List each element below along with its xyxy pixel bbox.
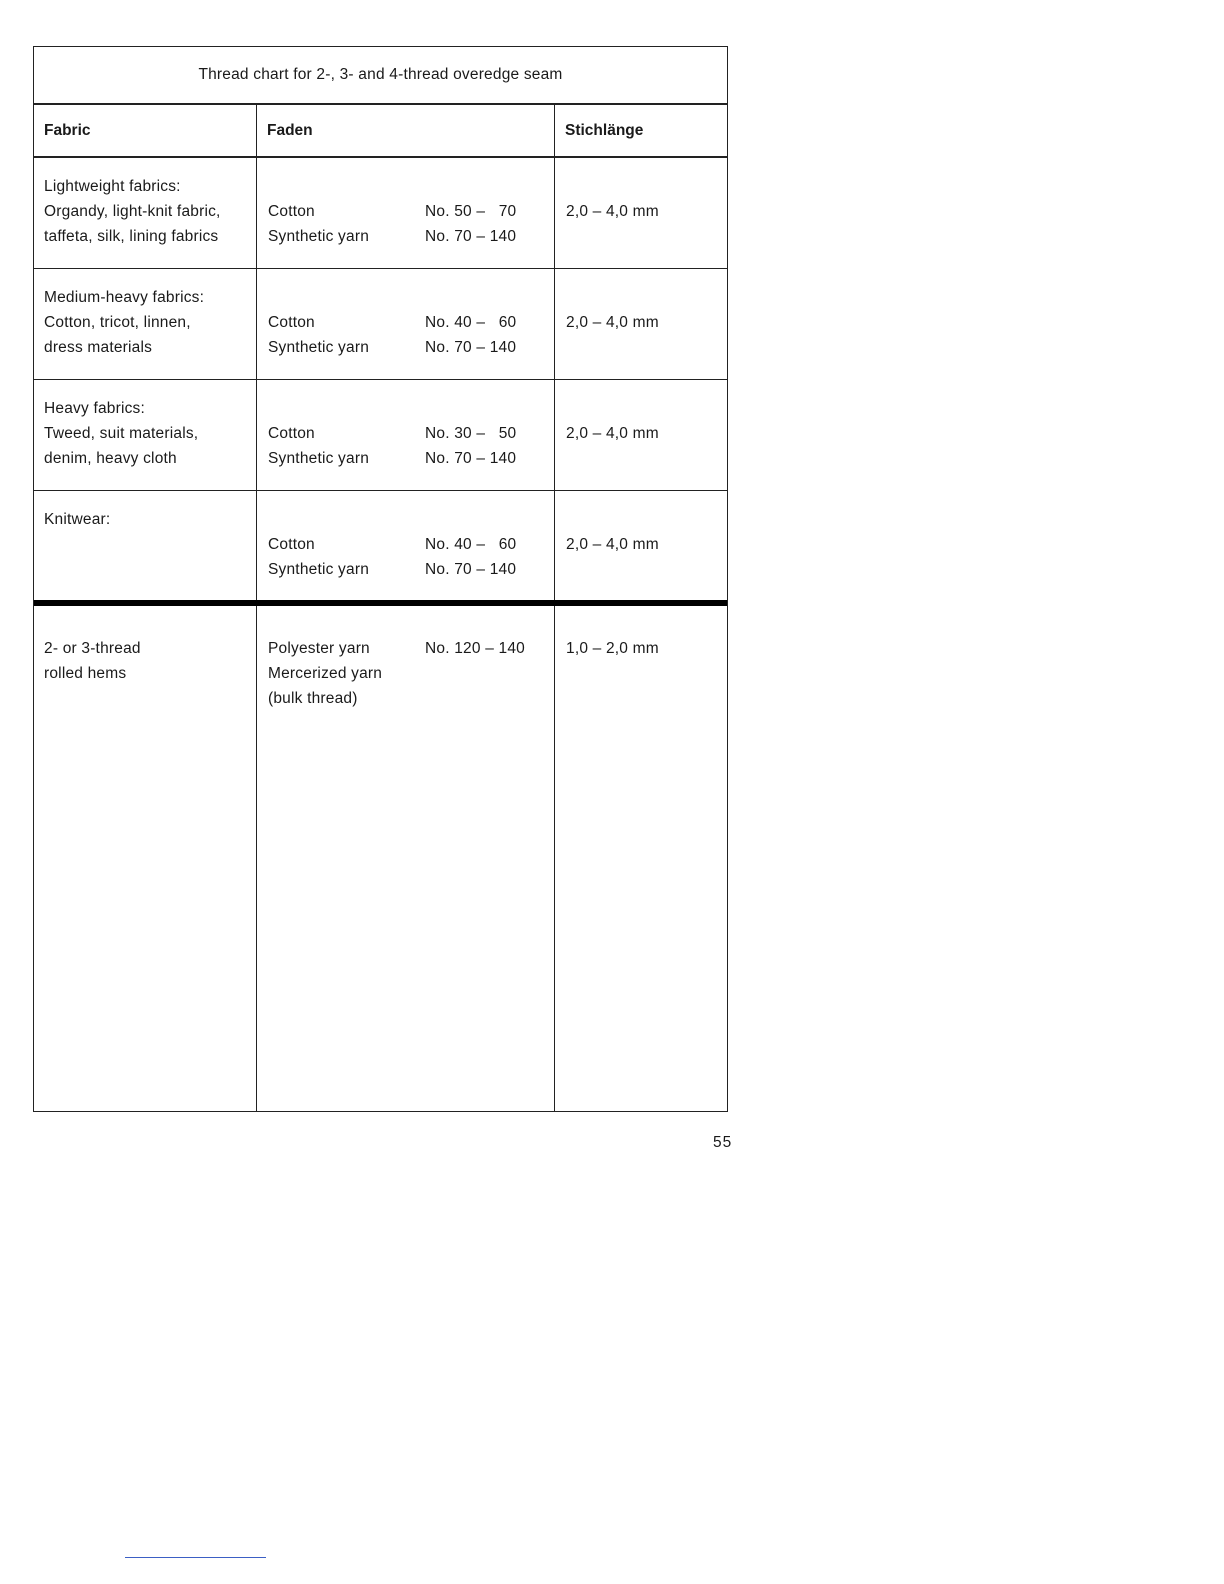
fabric-line: taffeta, silk, lining fabrics xyxy=(44,228,219,245)
fabric-line: Heavy fabrics: xyxy=(44,400,145,417)
thread-line xyxy=(268,199,554,224)
fabric-cell xyxy=(34,380,256,490)
table-row xyxy=(34,380,727,491)
thread-type: Polyester yarn xyxy=(268,640,370,657)
thread-type: Synthetic yarn xyxy=(268,339,370,356)
thread-type: Synthetic yarn xyxy=(268,450,370,467)
thread-line xyxy=(268,636,554,661)
fabric-cell xyxy=(34,491,256,600)
stitch-length-cell: 2,0 – 4,0 mm xyxy=(554,269,727,379)
fabric-line: 2- or 3-thread xyxy=(44,640,141,657)
thread-line xyxy=(268,310,554,335)
fabric-line: rolled hems xyxy=(44,665,127,682)
thread-number: No. 70 – 140 xyxy=(425,450,517,467)
fabric-line: Organdy, light-knit fabric, xyxy=(44,203,221,220)
thread-type: Synthetic yarn xyxy=(268,228,370,245)
thread-number: No. 50 – 70 xyxy=(425,203,517,220)
fabric-line: Cotton, tricot, linnen, xyxy=(44,314,191,331)
thread-cell xyxy=(256,606,554,1111)
table-row xyxy=(34,158,727,269)
header-stitch-length: Stichlänge xyxy=(554,105,727,156)
table-title: Thread chart for 2-, 3- and 4-thread overedge seam xyxy=(34,47,727,105)
footer-rule xyxy=(125,1557,266,1558)
thread-line xyxy=(268,532,554,557)
header-thread: Faden xyxy=(256,105,554,156)
thread-number: No. 40 – 60 xyxy=(425,536,517,553)
thread-type: Cotton xyxy=(268,536,315,553)
thread-number: No. 70 – 140 xyxy=(425,561,517,578)
thread-cell xyxy=(256,491,554,600)
thread-type: (bulk thread) xyxy=(268,690,358,707)
table-header-row xyxy=(34,105,727,158)
thread-cell xyxy=(256,269,554,379)
fabric-cell xyxy=(34,158,256,268)
stitch-length-cell: 1,0 – 2,0 mm xyxy=(554,606,727,1111)
thread-cell xyxy=(256,158,554,268)
thread-type: Cotton xyxy=(268,314,315,331)
fabric-cell xyxy=(34,269,256,379)
fabric-line: Lightweight fabrics: xyxy=(44,178,181,195)
stitch-length-cell: 2,0 – 4,0 mm xyxy=(554,158,727,268)
thread-number: No. 70 – 140 xyxy=(425,339,517,356)
thread-number: No. 120 – 140 xyxy=(425,640,525,657)
header-fabric: Fabric xyxy=(44,121,91,139)
thread-line xyxy=(268,335,554,360)
fabric-line: denim, heavy cloth xyxy=(44,450,177,467)
thread-type: Cotton xyxy=(268,203,315,220)
thread-cell xyxy=(256,380,554,490)
fabric-line: Medium-heavy fabrics: xyxy=(44,289,205,306)
thread-line xyxy=(268,224,554,249)
table-row xyxy=(34,491,727,606)
fabric-line: Knitwear: xyxy=(44,511,111,528)
thread-chart-table xyxy=(33,46,728,1112)
fabric-line: dress materials xyxy=(44,339,153,356)
fabric-cell xyxy=(34,606,256,1111)
thread-line xyxy=(268,446,554,471)
thread-number: No. 40 – 60 xyxy=(425,314,517,331)
thread-number: No. 30 – 50 xyxy=(425,425,517,442)
thread-line xyxy=(268,557,554,582)
stitch-length-cell: 2,0 – 4,0 mm xyxy=(554,380,727,490)
fabric-line: Tweed, suit materials, xyxy=(44,425,199,442)
thread-type: Synthetic yarn xyxy=(268,561,370,578)
thread-type: Cotton xyxy=(268,425,315,442)
thread-type: Mercerized yarn xyxy=(268,665,383,682)
thread-number: No. 70 – 140 xyxy=(425,228,517,245)
thread-line xyxy=(268,421,554,446)
stitch-length-cell: 2,0 – 4,0 mm xyxy=(554,491,727,600)
page-number: 55 xyxy=(713,1134,733,1151)
table-row-rolled-hems xyxy=(34,606,727,1111)
table-row xyxy=(34,269,727,380)
